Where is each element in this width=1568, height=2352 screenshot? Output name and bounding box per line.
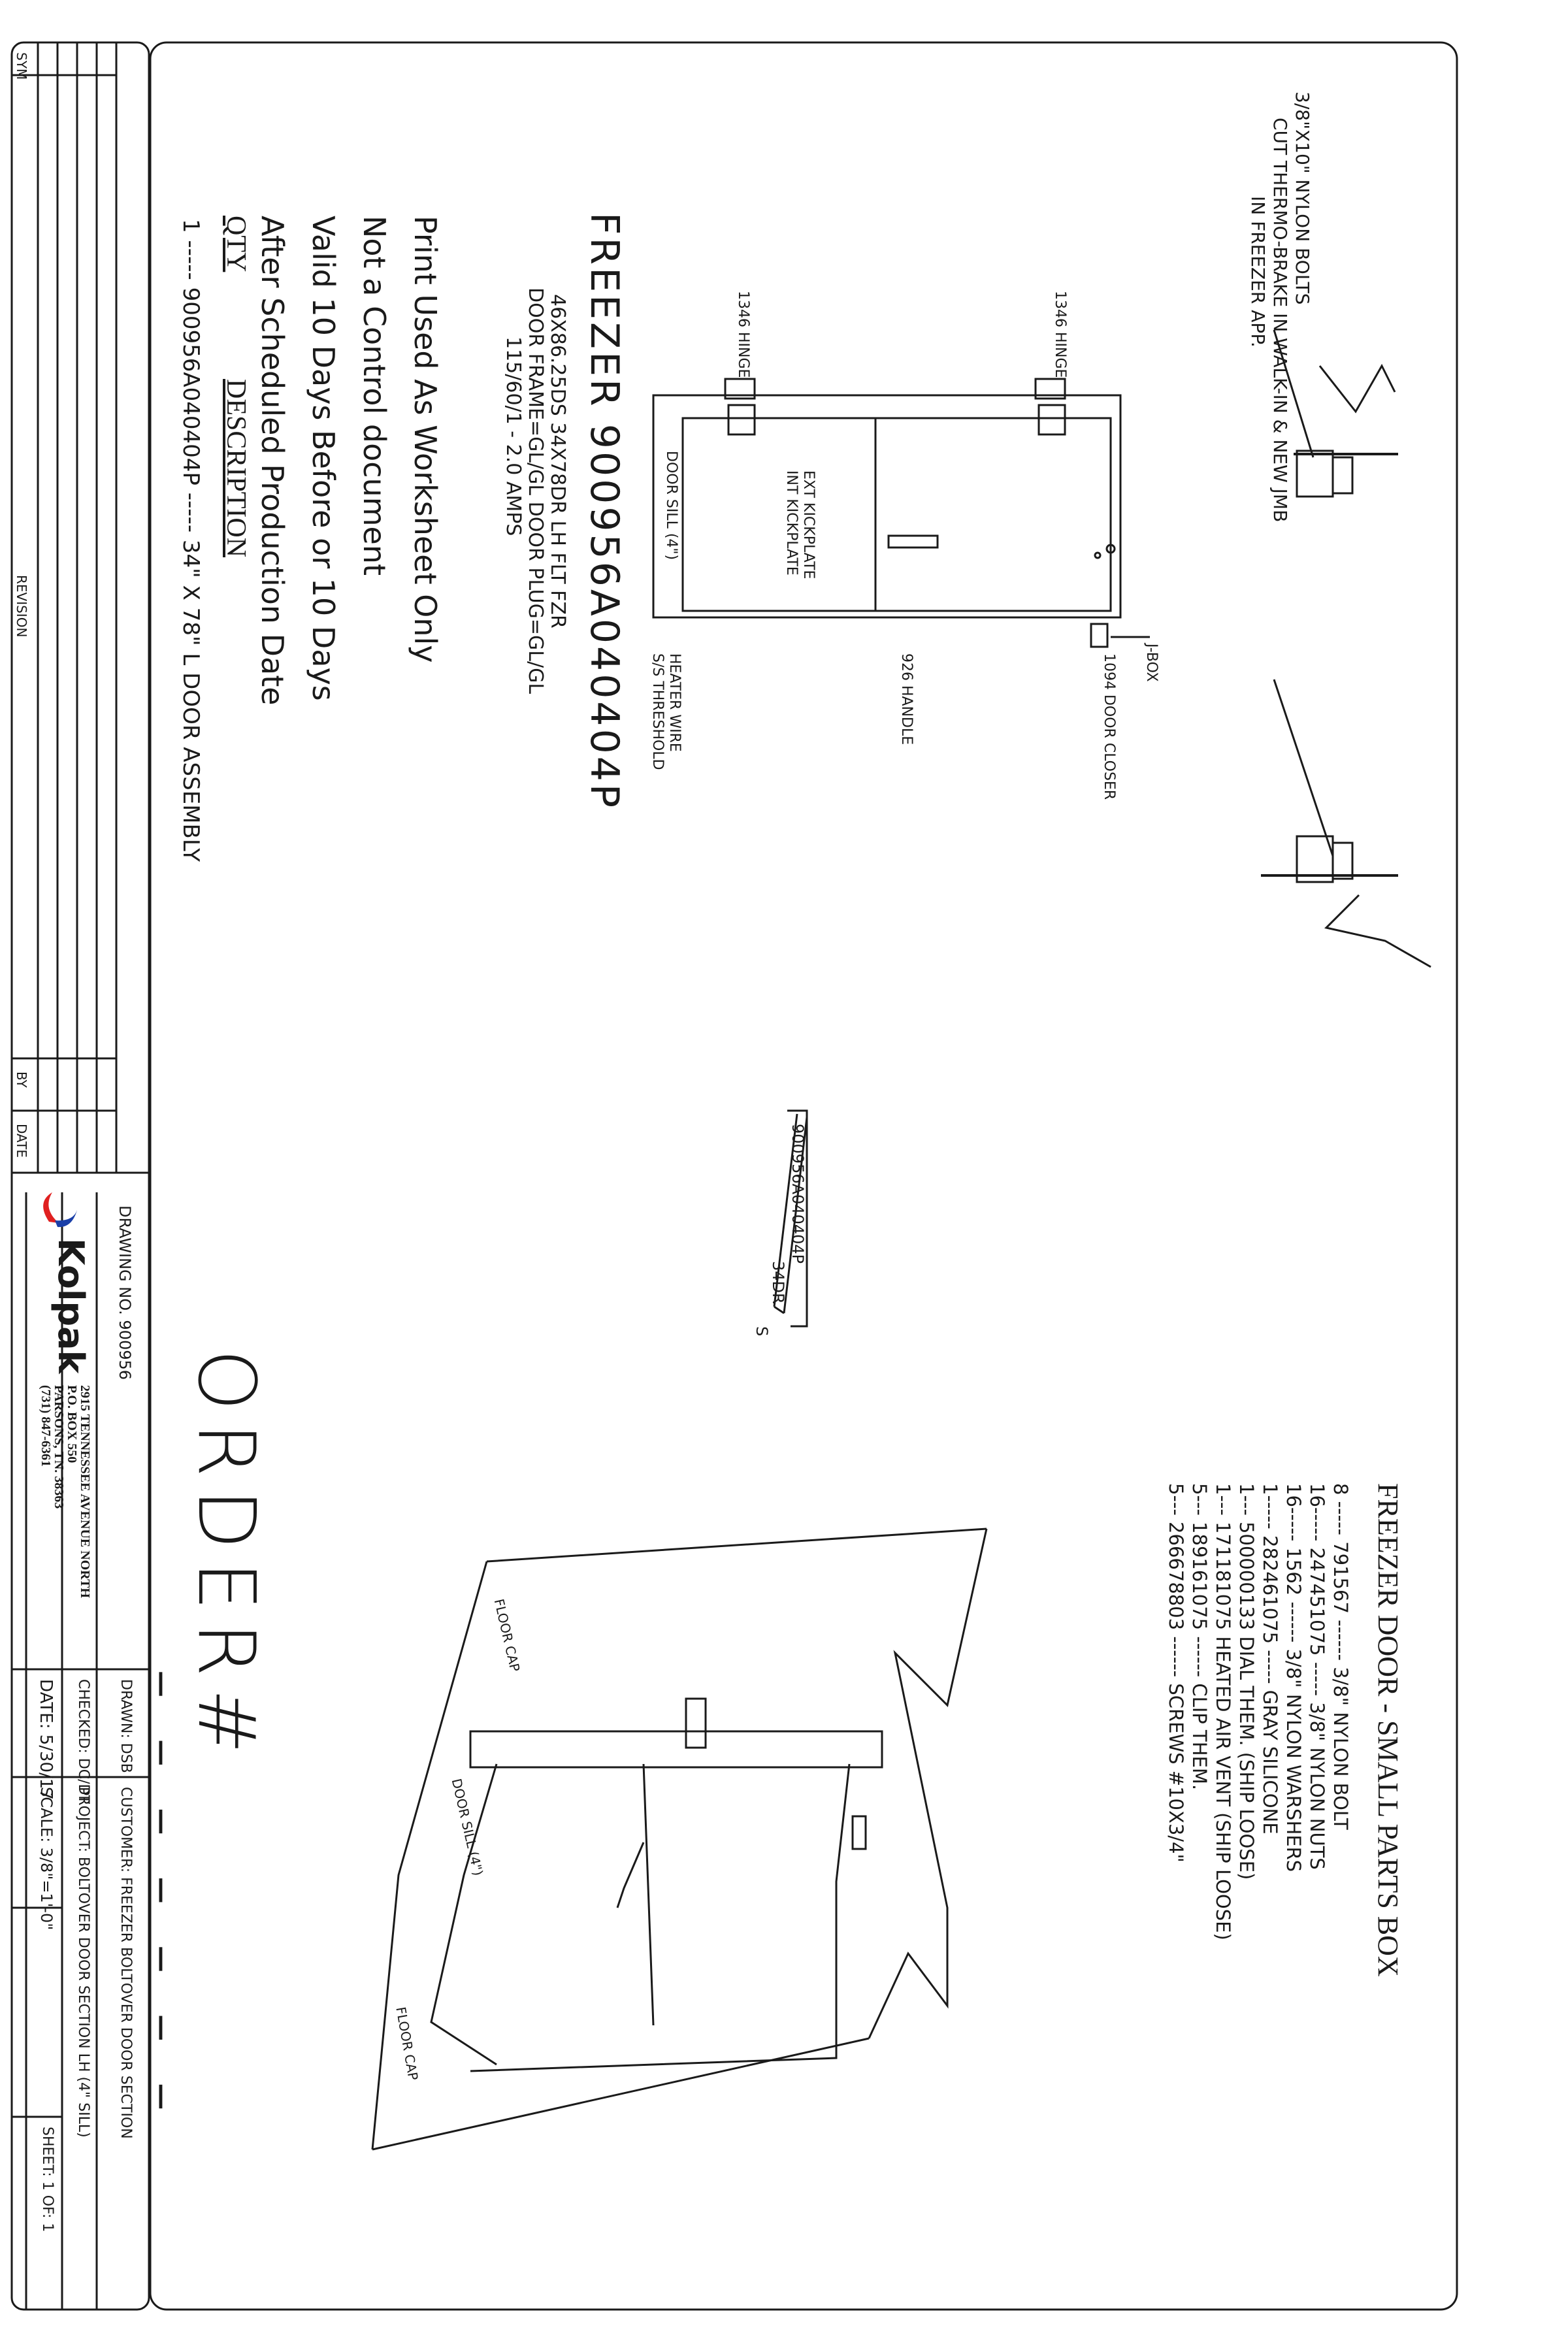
hinge-label-bottom: 1346 HINGE [735,291,751,378]
list-item: 5--- 189161075 ------ CLIP THEM. [1188,1483,1211,1791]
customer: CUSTOMER: FREEZER BOLTOVER DOOR SECTION [118,1787,134,2139]
qty-row: 1 ----- 900956A040404P ----- 34" X 78" L DOOR ASSEMBLY [178,219,204,862]
order-blank: _ _ _ _ _ _ _ [159,1673,212,2124]
plan-view-part: 900956A040404P [789,1124,807,1264]
handle-label: 926 HANDLE [898,653,915,745]
spec-lines [502,287,568,694]
spec-line: 46X86.25DS 34X78DR LH FLT FZR [546,294,569,629]
parts-box-title: FREEZER DOOR - SMALL PARTS BOX [1372,1483,1404,1977]
scale: SCALE: 3/8"=1'-0" [37,1787,56,1931]
ext-kickplate-label: EXT KICKPLATE [800,470,817,580]
address-line: P.O. BOX 550 [65,1385,79,1463]
project: PROJECT: BOLTOVER DOOR SECTION LH (4" SILL) [75,1787,91,2138]
hinge-label-top: 1346 HINGE [1052,291,1068,378]
notice-line: Print Used As Worksheet Only [408,216,443,663]
address-line: 2915 TENNESSEE AVENUE NORTH [78,1385,92,1598]
revision-by-header: BY [14,1071,29,1088]
door-closer-label: 1094 DOOR CLOSER [1101,653,1117,800]
floor-cap-top-label: FLOOR CAP [491,1597,523,1673]
checked-by: CHECKED: DC/DT [75,1679,91,1804]
revision-sym-header: SYM [14,52,29,80]
company-name: Kolpak [50,1238,91,1374]
revision-header: REVISION [14,575,29,638]
threshold-label: S/S THRESHOLD [649,653,666,770]
list-item: 1--- 500000133 DIAL THEM. (SHIP LOOSE) [1235,1483,1258,1880]
floor-cap-bottom-label: FLOOR CAP [393,2006,421,2082]
notice-line: Not a Control document [357,216,392,576]
note-line: IN FREEZER APP. [1247,196,1269,348]
note-line: CUT THERMO-BRAKE IN WALK-IN & NEW JMB [1269,118,1291,523]
drawn-by: DRAWN: DSB [118,1679,134,1773]
plan-view-size: 34DR [769,1261,787,1304]
sheet-number: SHEET: 1 OF: 1 [39,2127,56,2232]
list-item: 8 ----- 791567 ------ 3/8" NYLON BOLT [1330,1483,1352,1830]
parts-box-list [1164,1483,1352,1940]
nylon-bolt-note [1247,91,1313,522]
door-elevation [653,379,1150,647]
company-address [39,1385,91,1598]
list-item: 1--- 171181075 HEATED AIR VENT (SHIP LOOSE) [1212,1483,1234,1940]
iso-door-sill-label: DOOR SILL (4") [448,1777,487,1878]
note-line: 3/8"X10" NYLON BOLTS [1292,91,1313,305]
drawing-number: DRAWING NO. 900956 [116,1205,134,1380]
notice-line: After Scheduled Production Date [255,216,290,706]
description-header: DESCRIPTION [221,379,251,558]
kickplate-labels [783,470,817,579]
spec-line: 115/60/1 - 2.0 AMPS [502,336,525,536]
plan-view-swing: S [753,1326,771,1337]
spec-title: FREEZER 900956A040404P [581,212,627,811]
jbox-label: J-BOX [1143,644,1160,682]
list-item: 5--- 266678803 ------ SCREWS #10X3/4" [1165,1483,1187,1863]
address-line: (731) 847-6361 [39,1385,53,1467]
list-item: 16----- 1562 ------ 3/8" NYLON WARSHERS [1282,1483,1305,1872]
door-sill-label: DOOR SILL (4") [663,451,679,561]
spec-line: DOOR FRAME=GL/GL DOOR PLUG=GL/GL [524,287,547,694]
kolpak-logo-icon [43,1192,77,1227]
qty-header: QTY [221,216,251,272]
revision-date-header: DATE [14,1124,29,1158]
drawing-date: DATE: 5/30/17 [36,1679,56,1800]
notice-line: Valid 10 Days Before or 10 Days [306,216,341,701]
order-label: ORDER# [180,1349,271,1766]
worksheet-notice [247,216,451,706]
heater-labels [649,653,683,770]
list-item: 1----- 282461075 ----- GRAY SILICONE [1259,1483,1281,1835]
heater-wire-label: HEATER WIRE [666,653,683,752]
address-line: PARSONS, TN. 38363 [52,1385,66,1509]
int-kickplate-label: INT KICKPLATE [783,470,800,576]
list-item: 16----- 247451075 ----- 3/8" NYLON NUTS [1306,1483,1328,1870]
